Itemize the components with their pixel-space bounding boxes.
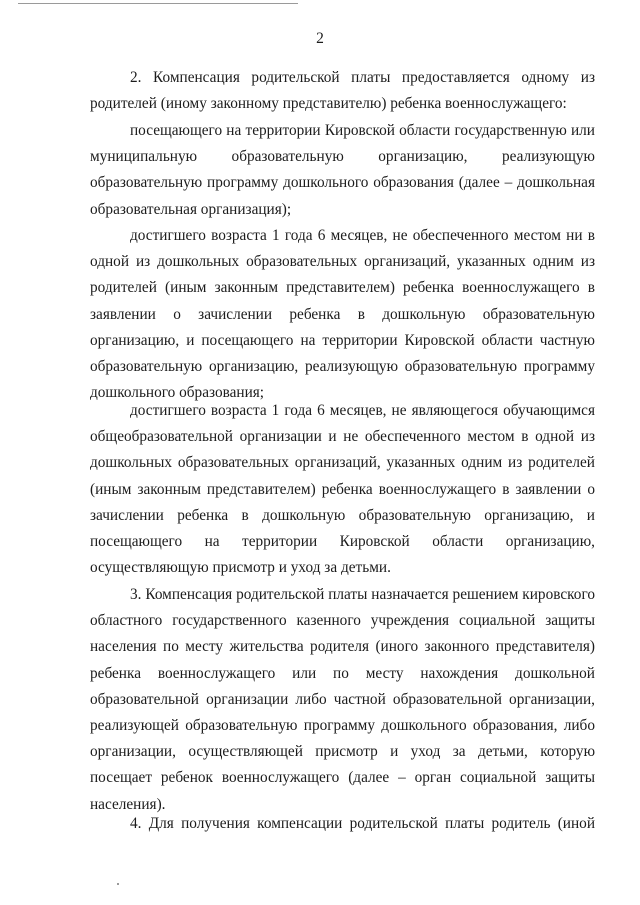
paragraph-3-assignment: 3. Компенсация родительской платы назначается решением кировского областного государственного казенного учреждения социальной защиты населения по месту жительства родителя (иного законного представителя) ребенка военнослужащего или по месту нахождения дошкольной образовательной организации либо частной образовательной организации, реализующей образовательную программу дошкольного образования, либо организации, осуществляющей присмотр и уход за детьми, которую посещает ребенок военнослужащего (далее – орган социальной защиты населения). <box>90 586 595 813</box>
paragraph-4-application <box>90 811 595 837</box>
paragraph-2-compensation: 2. Компенсация родительской платы предоставляется одному из родителей (иному законному представителю) ребенка военнослужащего: <box>90 69 595 113</box>
paragraph-private-org: достигшего возраста 1 года 6 месяцев, не обеспеченного местом ни в одной из дошкольных образовательных организаций, указанных одним из родителей (иным законным представителем) ребенка военнослужащего в заявлении о зачислении ребенка в дошкольную образовательную организацию, и посещающего на территории Кировской области частную образовательную организацию, реализующую образовательную программу дошкольного образования; <box>90 227 595 402</box>
page-number: 2 <box>316 30 324 47</box>
scan-artifact-dot <box>117 883 119 885</box>
top-rule-divider <box>18 3 298 4</box>
paragraph-childcare-org: достигшего возраста 1 года 6 месяцев, не являющегося обучающимся общеобразовательной организации и не обеспеченного местом в одной из дошкольных образовательных организаций, указанных одним из родителей (иным законным представителем) ребенка военнослужащего в заявлении о зачислении ребенка в дошкольную образовательную организацию, и посещающего на территории Кировской области организацию, осуществляющую присмотр и уход за детьми. <box>90 402 595 577</box>
paragraph-4-text: 4. Для получения компенсации родительской платы родитель (иной <box>130 815 595 832</box>
paragraph-state-municipal-org: посещающего на территории Кировской области государственную или муниципальную образовательную организацию, реализующую образовательную программу дошкольного образования (далее – дошкольная образовательная организация); <box>90 122 595 218</box>
